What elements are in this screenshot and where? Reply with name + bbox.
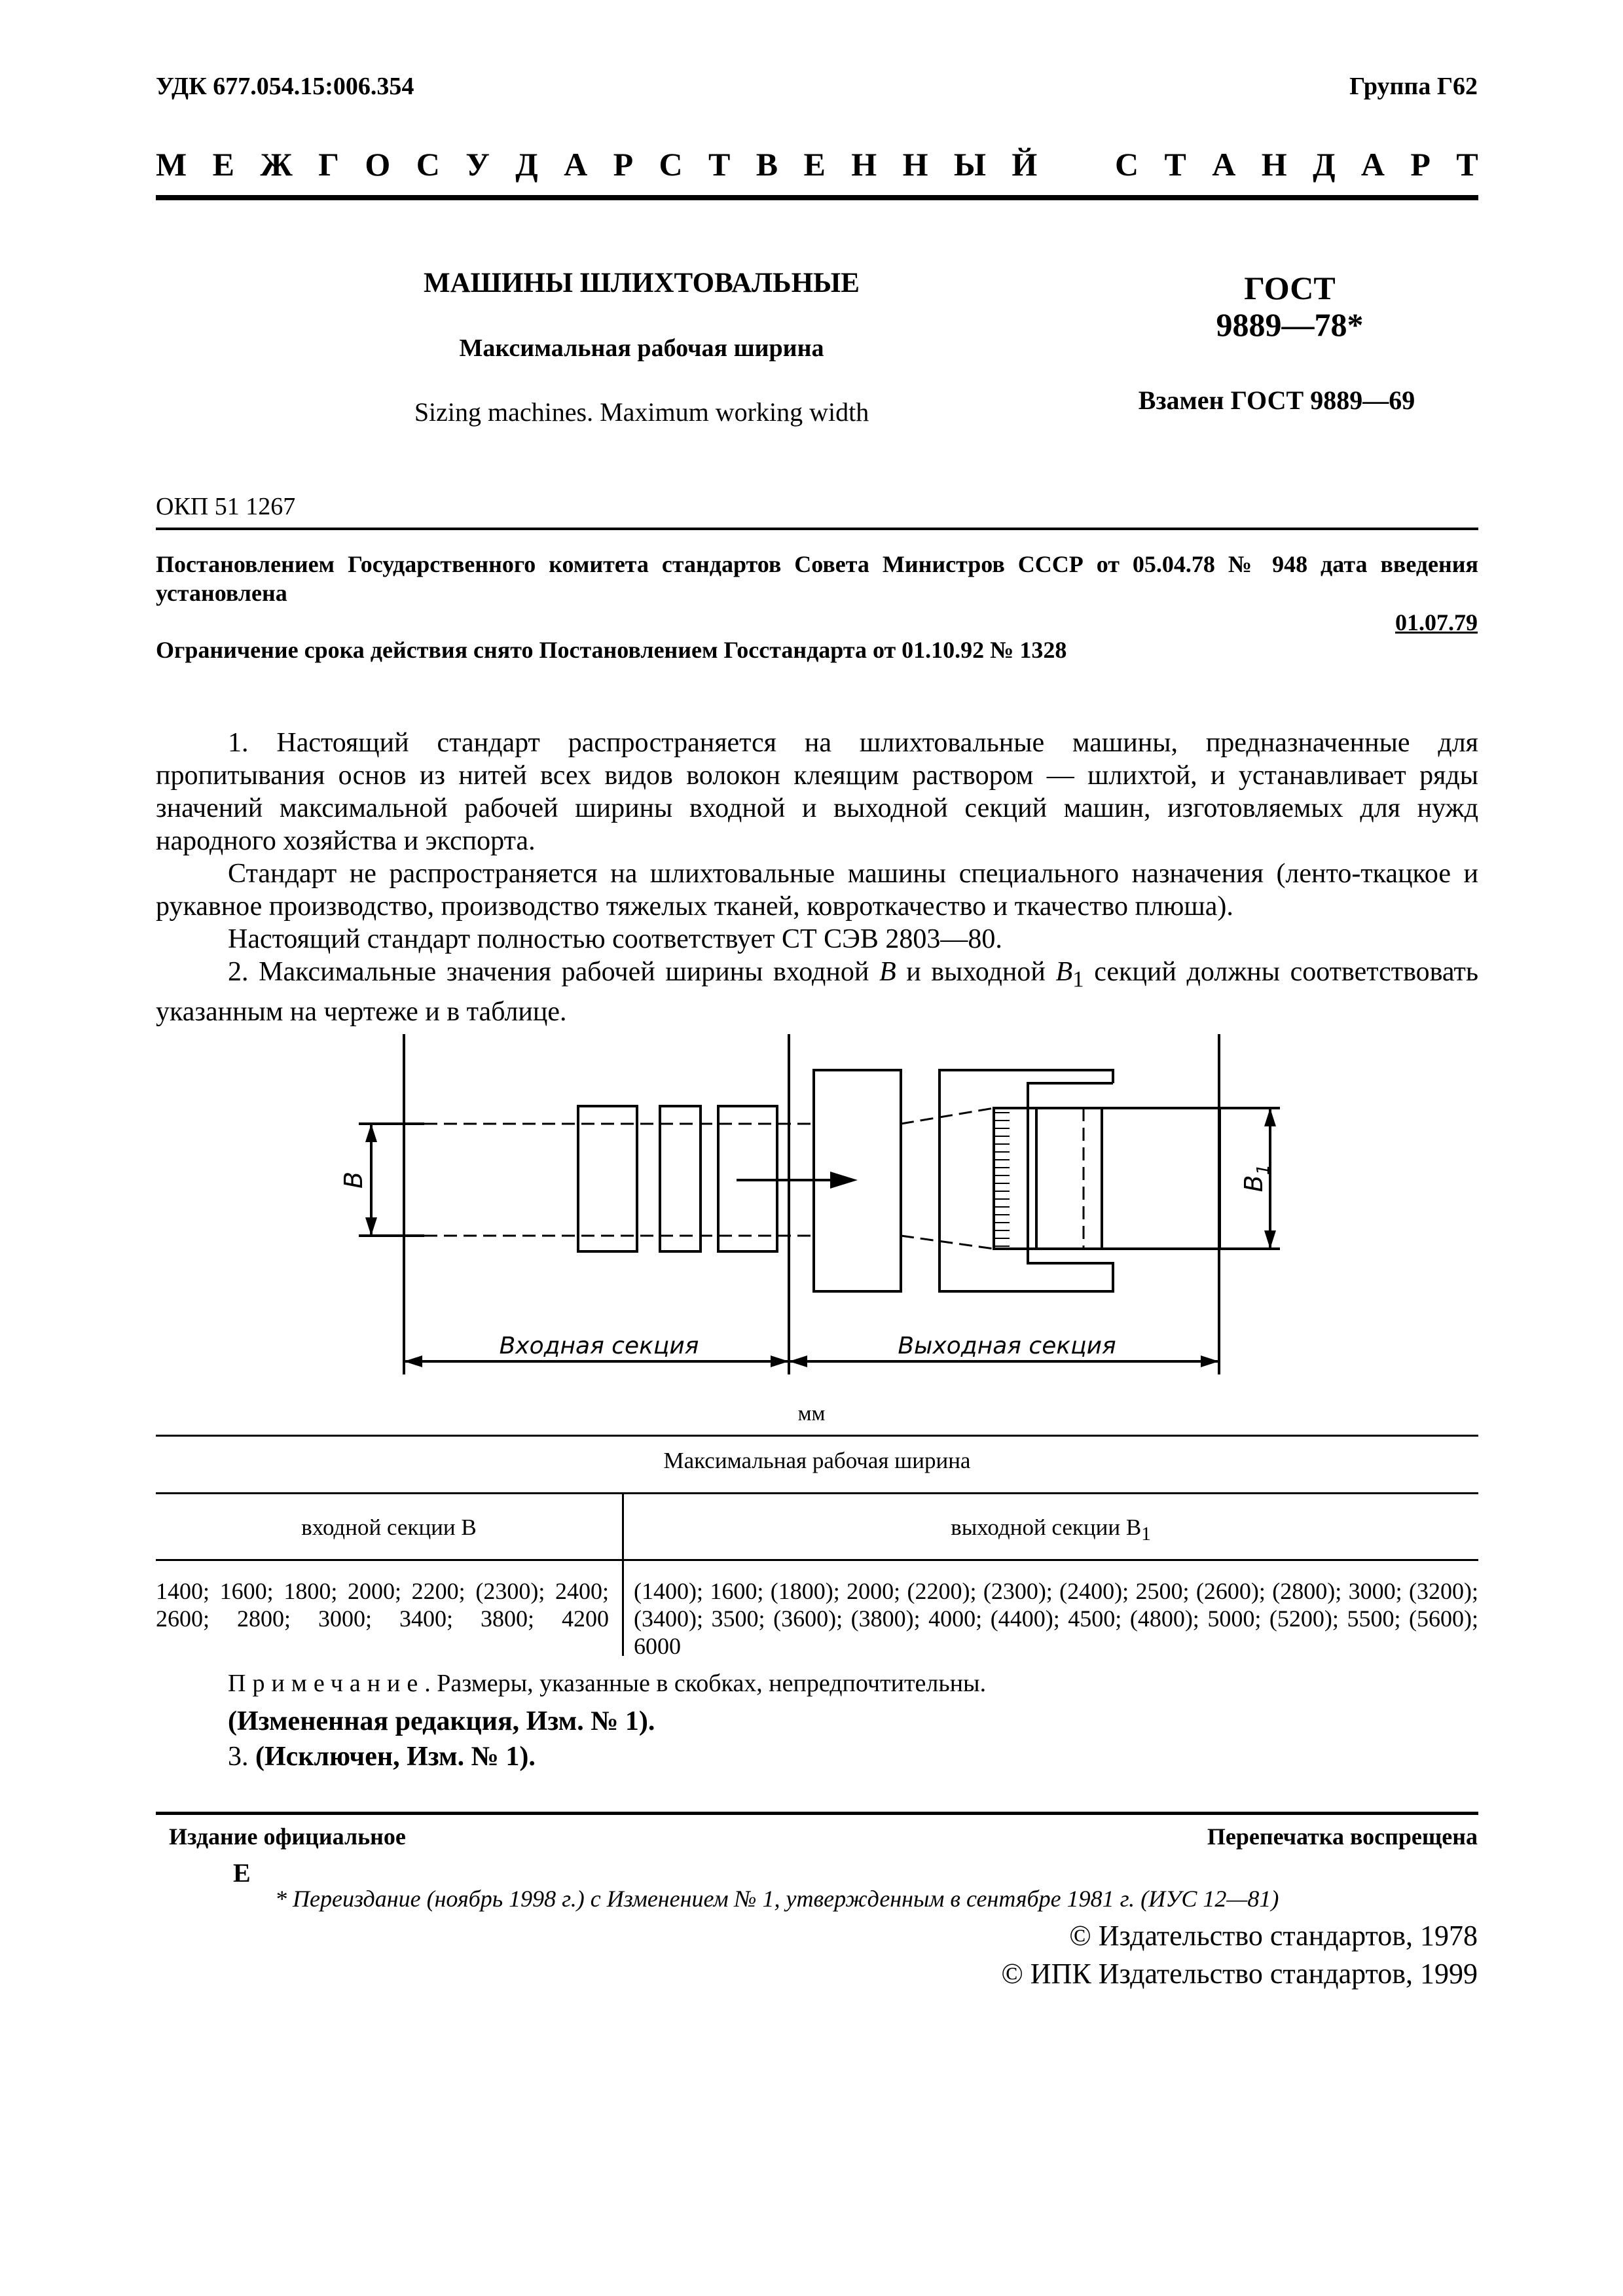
column-header-input: входной секции B — [301, 1515, 477, 1540]
table-note — [228, 1669, 986, 1698]
reissue-note: * Переиздание (ноябрь 1998 г.) с Изменением № 1, утвержденным в сентябре 1981 г. (ИУС 12—81) — [275, 1886, 1279, 1912]
b1-label-sub: 1 — [1254, 1164, 1273, 1175]
input-roller-1 — [578, 1106, 637, 1251]
banner_word1-letter: С — [659, 146, 683, 183]
banner_word1-letter: Д — [515, 146, 538, 183]
paragraph-2: Стандарт не распространяется на шлихтовальные машины специального назначения (ленто-ткацкое и рукавное производство, производство тяжелых тканей, ковроткачество и ткачество плюша). — [156, 859, 1478, 922]
banner_word2-letter: А — [1212, 146, 1236, 183]
b-arrow-bottom — [365, 1217, 377, 1236]
warp-line-top-output — [901, 1108, 994, 1124]
b-arrow-top — [365, 1124, 377, 1142]
banner_word1-letter: Й — [1012, 146, 1038, 183]
gost-number: 9889—78* — [1216, 306, 1364, 343]
banner_word1-letter: М — [156, 146, 187, 183]
decree-text: Постановлением Государственного комитета стандартов Совета Министров СССР от 05.04.78 № 948 дата введения установлена — [156, 551, 1478, 606]
banner_word2-letter: Т — [1456, 146, 1478, 183]
b-label: B — [339, 1171, 368, 1189]
b1-label-group — [1239, 1164, 1273, 1193]
table-top-rule — [156, 1435, 1478, 1437]
drying-frame — [939, 1070, 1113, 1291]
banner_word1-letter: Е — [803, 146, 826, 183]
amendment-note: (Измененная редакция, Изм. № 1). — [228, 1706, 655, 1736]
english-title: Sizing machines. Maximum working width — [414, 397, 869, 427]
banner_word2-letter: Д — [1313, 146, 1336, 183]
b1-arrow-bottom — [1264, 1230, 1276, 1249]
udk-code: УДК 677.054.15:006.354 — [156, 73, 414, 100]
banner-rule — [156, 195, 1478, 200]
reed-comb — [994, 1113, 1010, 1246]
group-code: Группа Г62 — [1349, 73, 1478, 100]
banner_word1-letter: У — [465, 146, 490, 183]
p4-start: 2. Максимальные значения рабочей ширины входной — [228, 957, 879, 987]
banner_word1-letter: А — [564, 146, 588, 183]
input-arrow-right — [771, 1355, 789, 1367]
banner_word2-letter: Р — [1410, 146, 1431, 183]
banner_word2-letter: Т — [1164, 146, 1186, 183]
limitation-note: Ограничение срока действия снято Постановлением Госстандарта от 01.10.92 № 1328 — [156, 637, 1067, 663]
official-edition: Издание официальное — [169, 1823, 406, 1850]
item-3-text: (Исключен, Изм. № 1). — [255, 1742, 536, 1772]
input-widths-cell: 1400; 1600; 1800; 2000; 2200; (2300); 2400; 2600; 2800; 3000; 3400; 3800; 4200 — [156, 1578, 609, 1632]
beam-flange — [1036, 1108, 1102, 1249]
item-3-number: 3. — [228, 1742, 249, 1772]
banner_word1-letter: Ы — [953, 146, 986, 183]
p4-mid: и выходной — [896, 957, 1056, 987]
banner_word1-letter: С — [416, 146, 440, 183]
banner_word1-letter: Н — [902, 146, 928, 183]
output-widths-cell: (1400); 1600; (1800); 2000; (2200); (2300); (2400); 2500; (2600); (2800); 3000; (3200); (3400); 3500; (3600); (3800); 4000; (4400); 4500; (4800); 5000; (5200); 5500; (5600); 6000 — [634, 1578, 1478, 1659]
item-3 — [228, 1741, 536, 1772]
gost-label: ГОСТ — [1244, 270, 1336, 306]
banner_word1-letter: Н — [851, 146, 877, 183]
banner_word1-letter: О — [365, 146, 391, 183]
output-arrow-left — [789, 1355, 807, 1367]
p4-symbol-b1: B — [1055, 957, 1073, 987]
table-header-rule — [156, 1559, 1478, 1561]
okp-rule — [156, 528, 1478, 530]
banner_word1-letter: Г — [318, 146, 339, 183]
p4-symbol-b: B — [879, 957, 896, 987]
sizing-machine-drawing — [0, 1021, 1623, 1388]
banner_word2-letter: Н — [1261, 146, 1287, 183]
output-arrow-right — [1201, 1355, 1219, 1367]
replaces-standard: Взамен ГОСТ 9889—69 — [1138, 386, 1415, 415]
flow-arrow-head — [830, 1172, 858, 1189]
column-header-output — [623, 1515, 1478, 1545]
warp-line-bottom-output — [901, 1236, 994, 1249]
banner_word1-letter: Т — [708, 146, 731, 183]
column-header-output-sub: 1 — [1141, 1524, 1151, 1545]
output-section-label: Выходная секция — [898, 1333, 1116, 1359]
note-label: Примечание — [228, 1670, 425, 1697]
note-text: . Размеры, указанные в скобках, непредпочтительны. — [424, 1670, 987, 1697]
table-title-rule — [156, 1492, 1478, 1494]
footer-rule — [156, 1812, 1478, 1815]
interstate-standard-banner — [156, 145, 1478, 183]
gost-designation — [1126, 270, 1453, 343]
b1-label — [1239, 1164, 1273, 1193]
unit-label: мм — [797, 1402, 826, 1426]
paragraph-4 — [156, 956, 1478, 1028]
paragraph-3: Настоящий стандарт полностью соответствует СТ СЭВ 2803—80. — [228, 924, 1002, 954]
edition-letter: Е — [233, 1858, 251, 1888]
reprint-prohibited: Перепечатка воспрещена — [1207, 1823, 1478, 1850]
banner_word1-letter: Р — [613, 146, 634, 183]
p4-symbol-b1-sub: 1 — [1072, 966, 1084, 992]
b1-arrow-top — [1264, 1108, 1276, 1126]
b1-label-letter: B — [1239, 1175, 1268, 1193]
copyright-1999: © ИПК Издательство стандартов, 1999 — [1001, 1958, 1478, 1990]
banner_word2-letter: А — [1360, 146, 1385, 183]
input-section-label: Входная секция — [499, 1333, 699, 1359]
banner_word1-letter: Ж — [260, 146, 293, 183]
banner_word1-letter: В — [756, 146, 778, 183]
beam-frame-inner — [1028, 1083, 1113, 1275]
banner-word-gap — [1063, 145, 1089, 183]
introduction-date: 01.07.79 — [1395, 609, 1478, 636]
column-header-output-text: выходной секции B — [951, 1515, 1142, 1540]
standard-subtitle: Максимальная рабочая ширина — [459, 334, 824, 362]
input-arrow-left — [404, 1355, 422, 1367]
banner_word1-letter: Е — [212, 146, 234, 183]
input-roller-2 — [660, 1106, 701, 1251]
paragraph-1: 1. Настоящий стандарт распространяется на шлихтовальные машины, предназначенные для пропитывания основ из нитей всех видов волокон клеящим раствором — шлихтой, и устанавливает ряды значений максимальной рабочей ширины входной и выходной секций машин, изготовляемых для нужд народного хозяйства и экспорта. — [156, 728, 1478, 856]
banner_word2-letter: С — [1115, 146, 1139, 183]
okp-code: ОКП 51 1267 — [156, 493, 296, 520]
p4-end: секций должны соответствовать указанным на чертеже и в таблице. — [156, 957, 1478, 1028]
table-title: Максимальная рабочая ширина — [663, 1448, 971, 1473]
copyright-1978: © Издательство стандартов, 1978 — [1069, 1920, 1478, 1952]
standard-title: МАШИНЫ ШЛИХТОВАЛЬНЫЕ — [424, 268, 860, 298]
